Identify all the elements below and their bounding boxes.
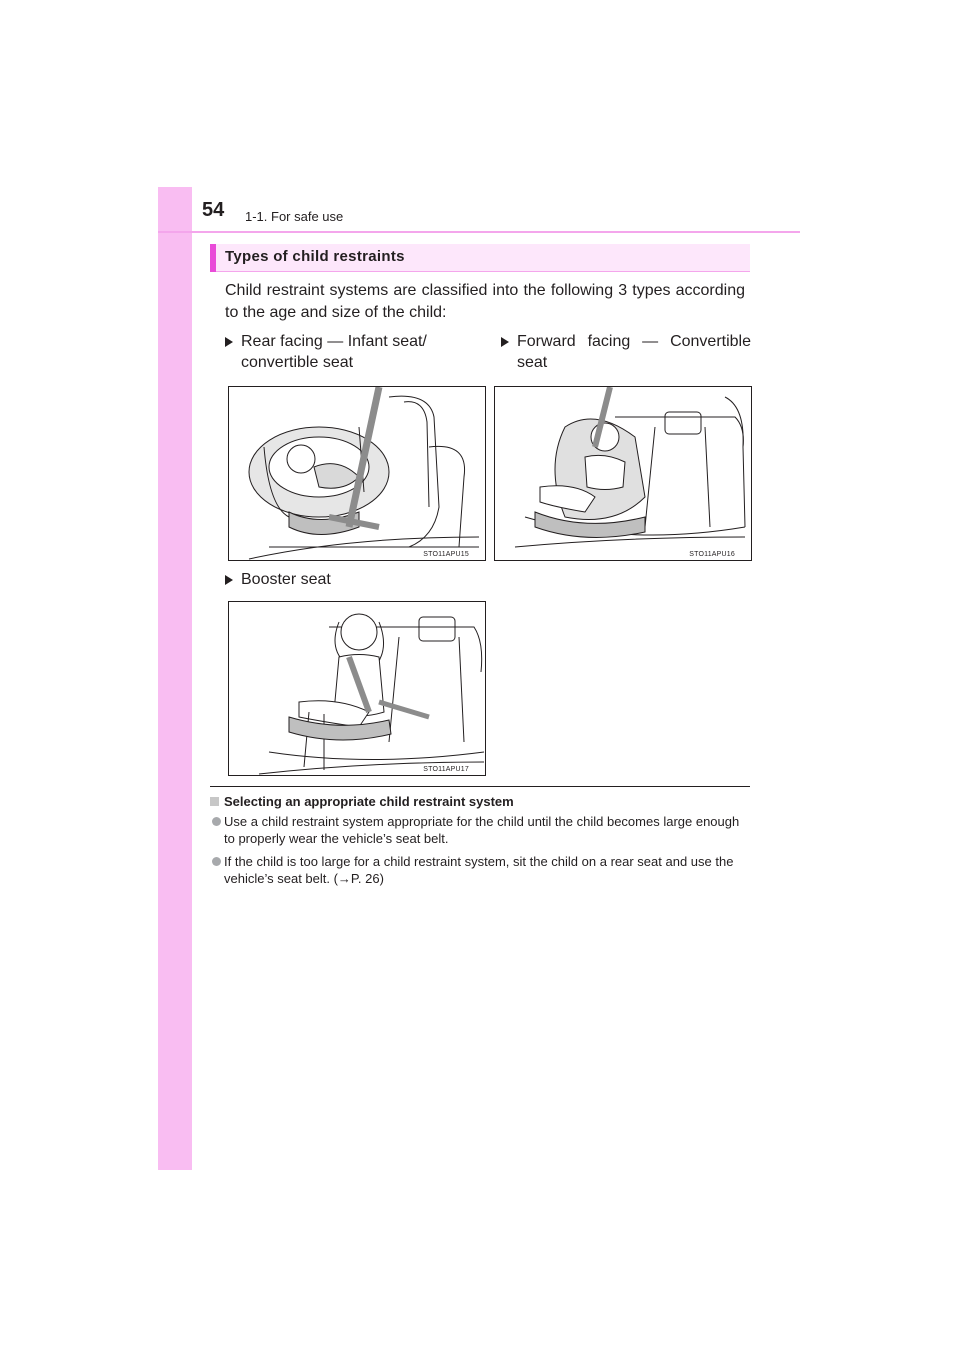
side-tab-band — [158, 187, 192, 1170]
section-heading — [210, 244, 750, 272]
note-bullet — [210, 813, 750, 847]
triangle-bullet-icon — [501, 337, 509, 347]
option-rear-facing — [225, 331, 475, 373]
option-booster-seat — [225, 569, 475, 590]
circle-bullet-icon — [212, 857, 221, 866]
note-bullet — [210, 853, 750, 887]
note-bullet-text: Use a child restraint system appropriate for the child until the child becomes large enough to properly wear the vehicle’s seat belt. — [224, 814, 740, 846]
section-title: 1-1. For safe use — [245, 209, 344, 224]
circle-bullet-icon — [212, 817, 221, 826]
note-title — [210, 794, 514, 809]
infant-seat-illustration — [229, 387, 485, 560]
section-heading-text: Types of child restraints — [225, 248, 405, 265]
intro-paragraph: Child restraint systems are classified into the following 3 types according to the age and size of the child: — [225, 282, 745, 321]
option-label-line2: convertible seat — [241, 354, 354, 371]
figure-infant-seat — [228, 386, 486, 561]
option-label-line1: Forward facing — Convertible — [517, 333, 751, 350]
note-rule — [210, 786, 750, 787]
note-bullet-text: If the child is too large for a child restraint system, sit the child on a rear seat and use the vehicle’s seat belt. (→P. 26) — [224, 854, 734, 886]
triangle-bullet-icon — [225, 575, 233, 585]
figure-booster-seat — [228, 601, 486, 776]
figure-convertible-seat — [494, 386, 752, 561]
square-bullet-icon — [210, 797, 219, 806]
figure-id: STO11APU15 — [423, 551, 469, 558]
figure-id: STO11APU17 — [423, 766, 469, 773]
note-title-text: Selecting an appropriate child restraint system — [224, 794, 514, 809]
heading-accent-bar — [210, 244, 216, 272]
option-label-line1: Booster seat — [241, 571, 331, 588]
header-rule — [158, 231, 800, 233]
figure-id: STO11APU16 — [689, 551, 735, 558]
option-label-line2: seat — [517, 354, 548, 371]
triangle-bullet-icon — [225, 337, 233, 347]
option-forward-facing — [501, 331, 751, 373]
page-number: 54 — [202, 199, 225, 221]
convertible-seat-illustration — [495, 387, 751, 560]
option-label-line1: Rear facing — Infant seat/ — [241, 333, 427, 350]
booster-seat-illustration — [229, 602, 485, 775]
